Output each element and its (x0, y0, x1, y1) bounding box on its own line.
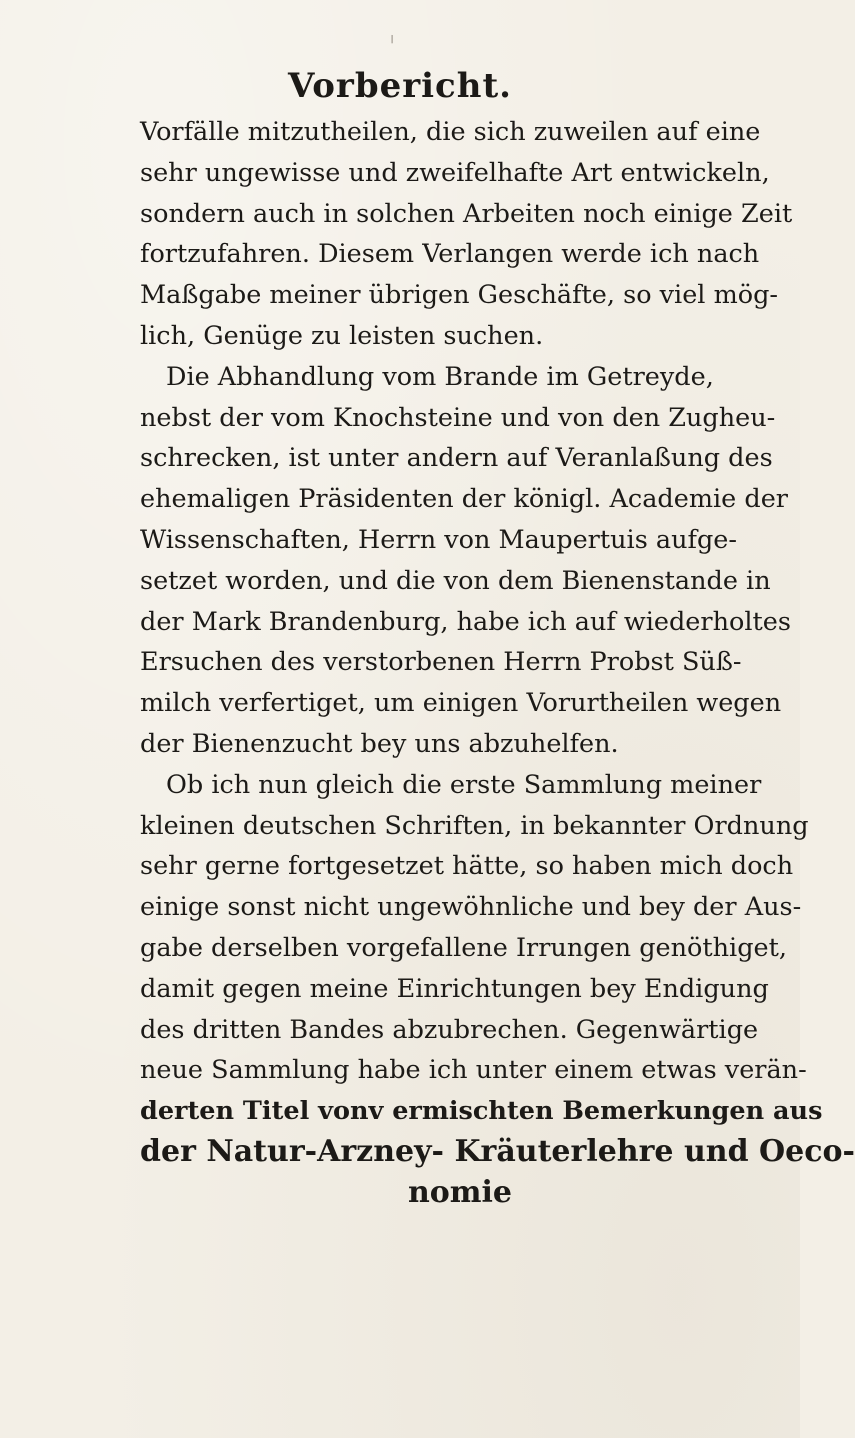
title-line: der Natur-Arzney- Kräuterlehre und Oeco- (140, 1133, 855, 1169)
text-line: sehr gerne fortgesetzet hätte, so haben mich doch (140, 851, 794, 882)
text-line: sehr ungewisse und zweifelhafte Art entwickeln, (140, 157, 770, 188)
text-line: sondern auch in solchen Arbeiten noch einige Zeit (140, 198, 793, 229)
text-line: lich, Genüge zu leisten suchen. (140, 320, 544, 351)
text-line: der Bienenzucht bey uns abzuhelfen. (140, 728, 619, 759)
text-line: setzet worden, und die von dem Bienenstande in (140, 565, 771, 596)
text-line: Maßgabe meiner übrigen Geschäfte, so viel mög- (140, 280, 779, 311)
text-line: des dritten Bandes abzubrechen. Gegenwärtige (140, 1014, 759, 1045)
text-line: kleinen deutschen Schriften, in bekannter Ordnung (140, 810, 809, 841)
page-heading: Vorbericht. (287, 66, 513, 106)
text-line: schrecken, ist unter andern auf Veranlaßung des (140, 443, 773, 474)
title-line: nomie (407, 1174, 513, 1210)
text-line: Vorfälle mitzutheilen, die sich zuweilen auf eine (140, 117, 761, 147)
body-text (140, 112, 855, 1214)
text-line: nebst der vom Knochsteine und von den Zugheu- (140, 402, 776, 433)
text-line: Wissenschaften, Herrn von Maupertuis aufge- (140, 524, 737, 555)
text-line: ehemaligen Präsidenten der königl. Academie der (140, 484, 788, 515)
text-line: fortzufahren. Diesem Verlangen werde ich nach (140, 239, 760, 270)
paragraph-start-line: Ob ich nun gleich die erste Sammlung meiner (166, 769, 762, 800)
text-line: gabe derselben vorgefallene Irrungen genöthiget, (140, 932, 787, 963)
faint-mark: ╵ (388, 36, 397, 52)
paragraph-start-line: Die Abhandlung vom Brande im Getreyde, (166, 361, 714, 392)
text-line: milch verfertiget, um einigen Vorurtheilen wegen (140, 688, 782, 719)
text-line: Ersuchen des verstorbenen Herrn Probst Süß- (140, 647, 742, 678)
title-line: derten Titel vonv ermischten Bemerkungen aus (140, 1096, 823, 1127)
text-line: einige sonst nicht ungewöhnliche und bey der Aus- (140, 892, 802, 923)
text-line: damit gegen meine Einrichtungen bey Endigung (140, 973, 769, 1004)
text-line: neue Sammlung habe ich unter einem etwas verän- (140, 1055, 807, 1086)
text-line: der Mark Brandenburg, habe ich auf wiederholtes (140, 606, 791, 637)
